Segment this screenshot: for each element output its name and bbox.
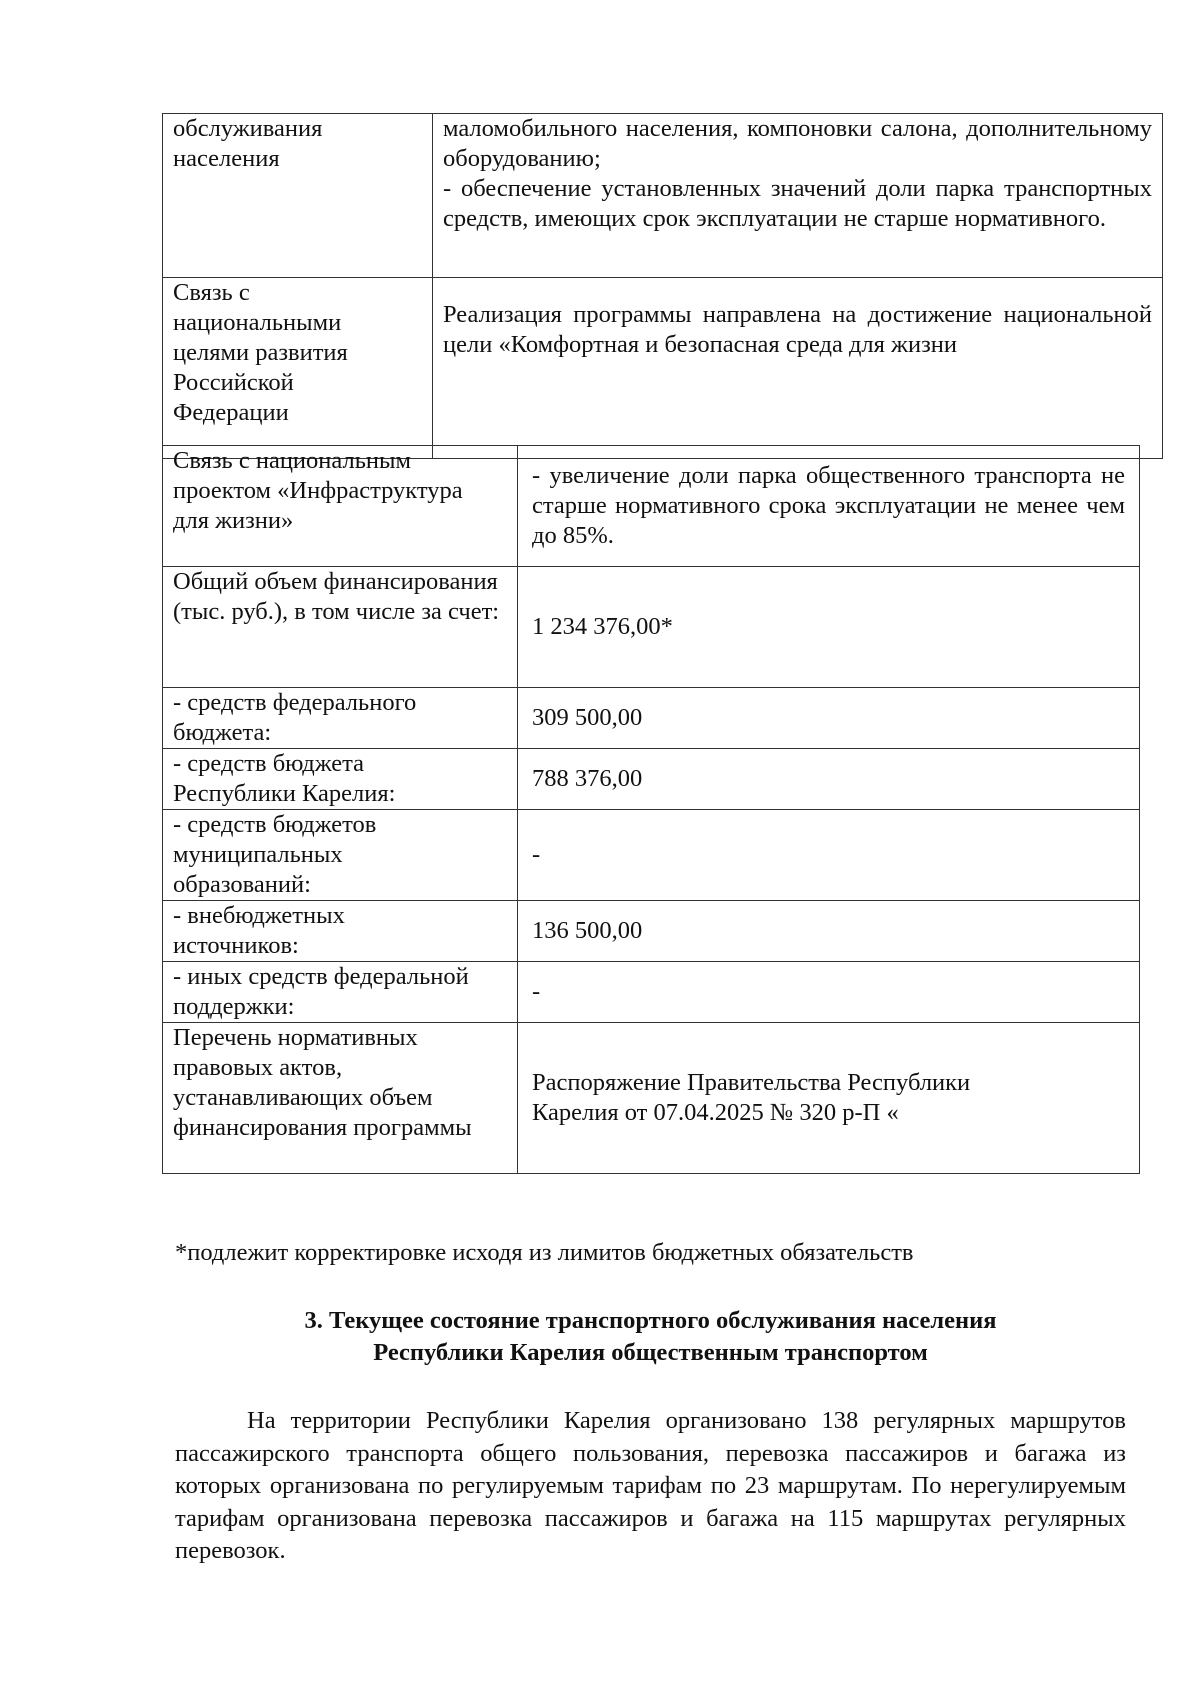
row-label [163, 688, 518, 749]
row-label-text: - внебюджетных источников: [173, 902, 345, 959]
row-label-text: - иных средств федеральной поддержки: [173, 963, 469, 1020]
row-value [518, 567, 1140, 688]
row-label [163, 446, 518, 567]
row-label-text: Перечень нормативных правовых актов, устанавливающих объем финансирования программы [173, 1024, 472, 1141]
row-value-text: Распоряжение Правительства Республики Карелия от 07.04.2025 № 320 р-П « [532, 1069, 971, 1126]
row-label-text: - средств бюджета Республики Карелия: [173, 750, 396, 807]
row-value-text: маломобильного населения, компоновки салона, дополнительному оборудованию; - обеспечение установленных значений доли парка транспортных средств, имеющих срок эксплуатации не старше нормативного. [443, 115, 1152, 232]
row-label-text: Связь с национальными целями развития Российской Федерации [173, 279, 348, 426]
row-label-text: Общий объем финансирования (тыс. руб.), в том числе за счет: [173, 568, 500, 625]
row-label [163, 567, 518, 688]
row-label-text: - средств федерального бюджета: [173, 689, 417, 746]
row-value [433, 278, 1163, 459]
row-label [163, 114, 433, 278]
row-value-text: Реализация программы направлена на достижение национальной цели «Комфортная и безопасная среда для жизни [443, 301, 1152, 358]
row-value [433, 114, 1163, 278]
row-value-text: 136 500,00 [532, 917, 643, 944]
table-row [163, 688, 1140, 749]
row-label [163, 810, 518, 901]
table-row [163, 749, 1140, 810]
row-label [163, 962, 518, 1023]
row-value [518, 749, 1140, 810]
row-value-text: 1 234 376,00* [532, 613, 673, 640]
row-value-text: - [532, 978, 541, 1005]
row-label [163, 278, 433, 459]
row-label [163, 1023, 518, 1174]
table-row [163, 114, 1163, 278]
row-value-text: 309 500,00 [532, 704, 643, 731]
table-row [163, 962, 1140, 1023]
footnote: *подлежит корректировке исходя из лимитов бюджетных обязательств [175, 1239, 914, 1266]
section-heading [162, 1305, 1139, 1369]
row-label-text: обслуживания населения [173, 115, 323, 172]
row-value [518, 962, 1140, 1023]
row-value [518, 810, 1140, 901]
table-row [163, 446, 1140, 567]
row-value [518, 446, 1140, 567]
section-paragraph: На территории Республики Карелия организовано 138 регулярных маршрутов пассажирского транспорта общего пользования, перевозка пассажиров и багажа из которых организована по регулируемым тарифам по 23 маршрутам. По нерегулируемым тарифам организована перевозка пассажиров и багажа на 115 маршрутах регулярных перевозок. [175, 1407, 1126, 1564]
table-row [163, 1023, 1140, 1174]
row-label [163, 749, 518, 810]
section-heading-line-1: 3. Текущее состояние транспортного обслуживания населения [304, 1307, 997, 1334]
row-value-text: - [532, 841, 541, 868]
row-label-text: Связь с национальным проектом «Инфраструктура для жизни» [173, 447, 463, 534]
row-value [518, 688, 1140, 749]
row-value [518, 1023, 1140, 1174]
section-heading-line-2: Республики Карелия общественным транспортом [373, 1339, 928, 1366]
table-row [163, 810, 1140, 901]
row-label [163, 901, 518, 962]
table-row [163, 901, 1140, 962]
table-row [163, 278, 1163, 459]
row-value [518, 901, 1140, 962]
row-label-text: - средств бюджетов муниципальных образований: [173, 811, 377, 898]
row-value-text: 788 376,00 [532, 765, 643, 792]
row-value-text: - увеличение доли парка общественного транспорта не старше нормативного срока эксплуатации не менее чем до 85%. [532, 462, 1125, 549]
program-passport-table-main [162, 445, 1140, 1174]
program-passport-table-top [162, 113, 1163, 459]
table-row [163, 567, 1140, 688]
